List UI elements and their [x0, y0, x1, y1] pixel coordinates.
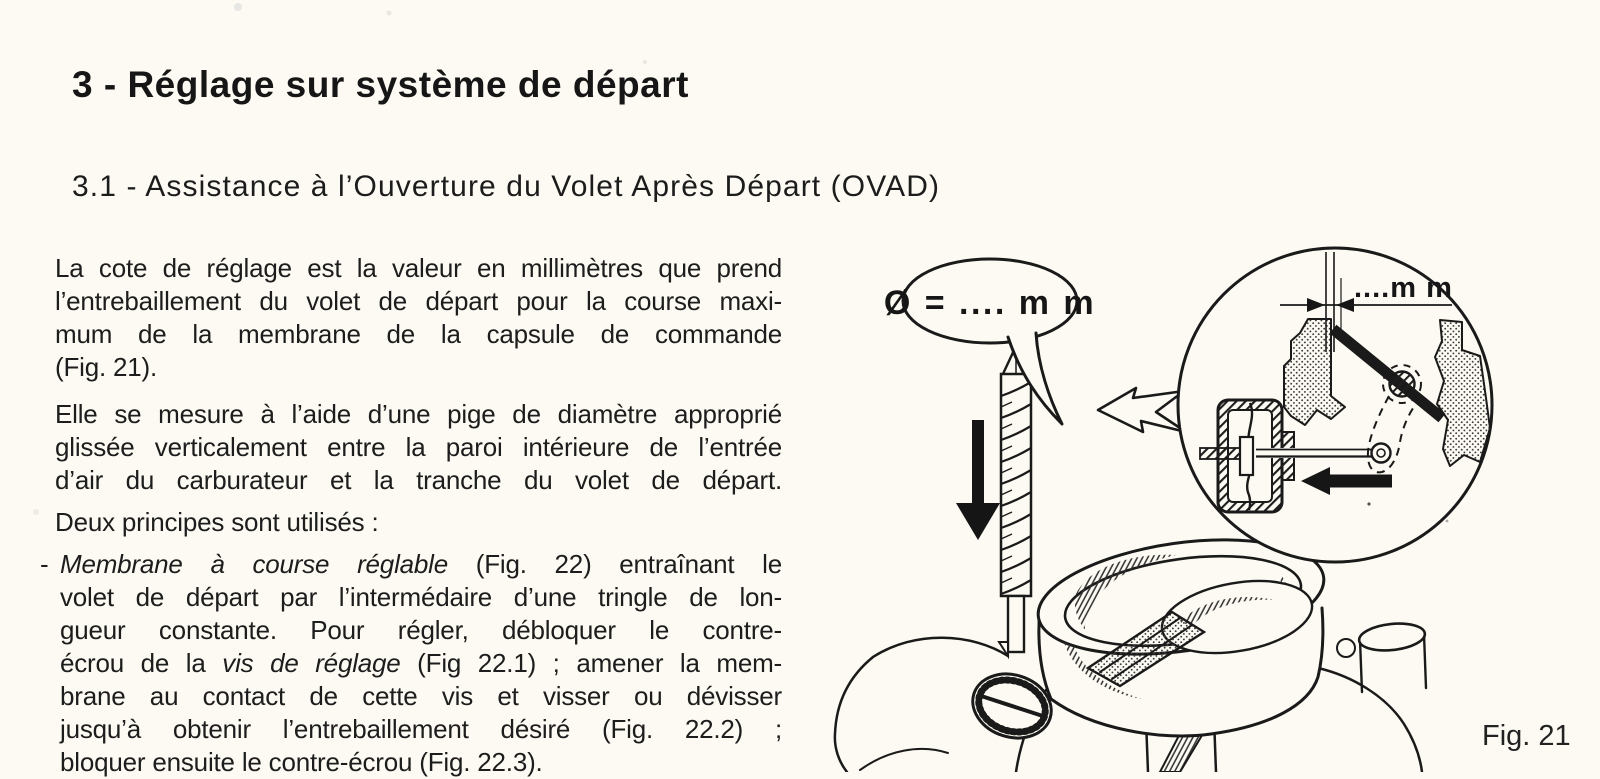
text-run: écrou de la [60, 648, 223, 678]
drill-gauge-pige [999, 346, 1031, 656]
text-line: Elle se mesure à l’aide d’une pige de diamètre approprié [55, 399, 782, 429]
text-line: mum de la membrane de la capsule de commande [55, 319, 782, 349]
section-heading: 3 - Réglage sur système de départ [72, 64, 689, 105]
text-line: d’air du carburateur et la tranche du volet de départ. [55, 465, 782, 495]
callout-arrow-icon [1098, 388, 1186, 432]
down-arrow-icon [956, 420, 1000, 540]
text-line: La cote de réglage est la valeur en millimètres que prend [55, 253, 782, 283]
diameter-speech-bubble [884, 259, 1096, 424]
detail-circle [1178, 248, 1492, 562]
dimension-label: ....m m [1354, 272, 1453, 304]
figure-caption: Fig. 21 [1482, 720, 1571, 752]
text-run: (Fig. 22) entraînant le [448, 549, 782, 579]
paragraph-3: Deux principes sont utilisés : [55, 507, 379, 537]
italic-term: vis de réglage [222, 648, 401, 678]
text-run: (Fig 22.1) ; amener la mem- [400, 648, 782, 678]
scan-noise [33, 3, 647, 515]
rod-end-ring [1372, 444, 1391, 463]
text-line: bloquer ensuite le contre-écrou (Fig. 22.3). [60, 747, 543, 777]
bullet-dash: - [40, 549, 49, 579]
bubble-label: Ø = .... m m [883, 284, 1097, 322]
air-entry-wall-right [1435, 320, 1490, 466]
subsection-heading: 3.1 - Assistance à l’Ouverture du Volet Après Départ (OVAD) [72, 170, 941, 203]
text-line: brane au contact de cette vis et visser ou dévisser [60, 681, 782, 711]
adjusting-screw [1200, 448, 1240, 459]
text-line: volet de départ par l’intermédaire d’une tringle de lon- [60, 582, 782, 612]
text-line: gueur constante. Pour régler, débloquer le contre- [60, 615, 782, 645]
text-line: glissée verticalement entre la paroi intérieure de l’entrée [55, 432, 782, 462]
text-line: jusqu’à obtenir l’entrebaillement désiré (Fig. 22.2) ; [60, 714, 782, 744]
text-line: (Fig. 21). [55, 352, 158, 382]
text-line: l’entrebaillement du volet de départ pour la course maxi- [55, 286, 782, 316]
side-fitting [1337, 621, 1426, 692]
italic-term: Membrane à course réglable [60, 549, 448, 579]
